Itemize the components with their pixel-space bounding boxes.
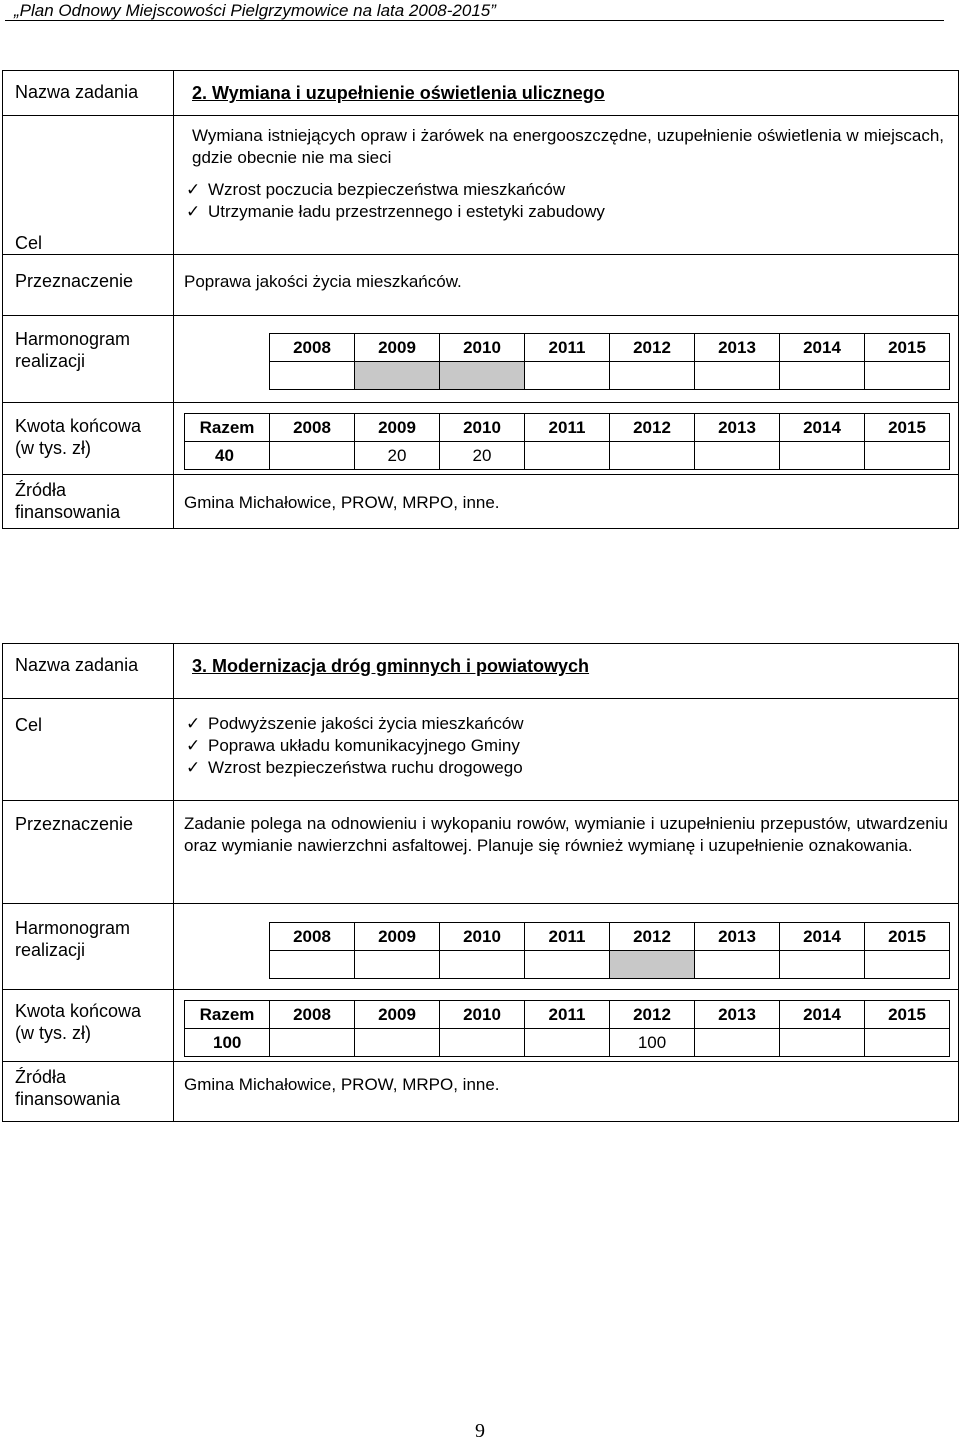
task-table-3	[2, 643, 959, 1122]
year-header: 2010	[440, 1001, 525, 1029]
schedule-cell-2009	[355, 362, 440, 390]
year-header: 2013	[695, 1001, 780, 1029]
label-task-name	[3, 644, 174, 699]
schedule-cell-2012	[610, 362, 695, 390]
year-header: 2014	[780, 334, 865, 362]
check-icon: ✓	[186, 180, 201, 199]
year-header: 2009	[355, 923, 440, 951]
schedule-marks-row	[270, 362, 950, 390]
goal-item	[184, 179, 958, 201]
label-amount	[3, 403, 174, 475]
schedule-grid	[269, 333, 950, 390]
label-goal-text: Cel	[15, 715, 43, 735]
label-purpose	[3, 801, 174, 904]
amount-values-row	[185, 1029, 950, 1057]
amount-value	[695, 1029, 780, 1057]
amount-value	[270, 442, 355, 470]
schedule-grid	[269, 922, 950, 979]
total-header: Razem	[185, 1001, 270, 1029]
schedule-cell-2010	[440, 951, 525, 979]
goal-item-text: Wzrost poczucia bezpieczeństwa mieszkańców	[208, 180, 566, 199]
year-header: 2010	[440, 334, 525, 362]
year-header: 2014	[780, 414, 865, 442]
year-header: 2008	[270, 414, 355, 442]
amount-values-row	[185, 442, 950, 470]
amount-value	[780, 442, 865, 470]
year-header: 2015	[865, 923, 950, 951]
amount-value	[440, 1029, 525, 1057]
schedule-cell-2008	[270, 362, 355, 390]
amount-grid	[184, 413, 950, 470]
goal-item	[184, 713, 958, 735]
amount-cell	[174, 990, 959, 1062]
schedule-cell-2010	[440, 362, 525, 390]
goal-cell	[174, 699, 959, 801]
label-schedule-line1: Harmonogram	[15, 329, 131, 349]
goal-item-text: Poprawa układu komunikacyjnego Gminy	[208, 736, 520, 755]
label-purpose-text: Przeznaczenie	[15, 271, 134, 291]
schedule-cell-2015	[865, 362, 950, 390]
amount-value	[780, 1029, 865, 1057]
schedule-cell-2009	[355, 951, 440, 979]
label-goal	[3, 699, 174, 801]
label-schedule	[3, 316, 174, 403]
label-task-name-text: Nazwa zadania	[15, 82, 139, 102]
amount-value: 20	[440, 442, 525, 470]
amount-cell	[174, 403, 959, 475]
schedule-years-row	[270, 923, 950, 951]
year-header: 2012	[610, 414, 695, 442]
year-header: 2008	[270, 334, 355, 362]
label-sources-line2: finansowania	[15, 1089, 121, 1109]
label-amount-line2: (w tys. zł)	[15, 1023, 91, 1043]
year-header: 2014	[780, 1001, 865, 1029]
label-goal	[3, 116, 174, 255]
check-icon: ✓	[186, 758, 201, 777]
year-header: 2010	[440, 923, 525, 951]
year-header: 2013	[695, 923, 780, 951]
goal-intro: Wymiana istniejących opraw i żarówek na energooszczędne, uzupełnienie oświetlenia w miejscach, gdzie obecnie nie ma sieci	[192, 126, 944, 167]
year-header: 2015	[865, 1001, 950, 1029]
label-schedule-line2: realizacji	[15, 940, 86, 960]
goal-list	[174, 699, 958, 779]
purpose-cell	[174, 801, 959, 904]
goal-item-text: Wzrost bezpieczeństwa ruchu drogowego	[208, 758, 523, 777]
year-header: 2008	[270, 923, 355, 951]
task-table-2	[2, 70, 959, 529]
task-name-cell	[174, 71, 959, 116]
year-header: 2015	[865, 414, 950, 442]
amount-value	[525, 1029, 610, 1057]
schedule-cell	[174, 316, 959, 403]
year-header: 2011	[525, 923, 610, 951]
document-header: „Plan Odnowy Miejscowości Pielgrzymowice na lata 2008-2015”	[14, 1, 496, 20]
year-header: 2011	[525, 1001, 610, 1029]
label-schedule	[3, 904, 174, 990]
schedule-cell-2014	[780, 362, 865, 390]
label-task-name-text: Nazwa zadania	[15, 655, 139, 675]
amount-value	[865, 442, 950, 470]
amount-total: 100	[185, 1029, 270, 1057]
year-header: 2011	[525, 414, 610, 442]
year-header: 2012	[610, 1001, 695, 1029]
goal-item-text: Podwyższenie jakości życia mieszkańców	[208, 714, 524, 733]
purpose-text: Poprawa jakości życia mieszkańców.	[184, 272, 462, 291]
label-schedule-line2: realizacji	[15, 351, 86, 371]
year-header: 2010	[440, 414, 525, 442]
label-amount	[3, 990, 174, 1062]
year-header: 2008	[270, 1001, 355, 1029]
amount-value	[270, 1029, 355, 1057]
year-header: 2009	[355, 414, 440, 442]
purpose-text: Zadanie polega na odnowieniu i wykopaniu rowów, wymianie i uzupełnieniu przepustów, utwardzeniu oraz wymianie nawierzchni asfaltowej. Planuje się również wymianę i uzupełnienie oznakowania.	[184, 814, 948, 855]
year-header: 2012	[610, 923, 695, 951]
amount-value	[695, 442, 780, 470]
task-title: 2. Wymiana i uzupełnienie oświetlenia ulicznego	[192, 83, 605, 103]
goal-item	[184, 201, 958, 223]
year-header: 2014	[780, 923, 865, 951]
sources-cell	[174, 1062, 959, 1122]
check-icon: ✓	[186, 202, 201, 221]
amount-value	[525, 442, 610, 470]
label-goal-text: Cel	[15, 233, 43, 253]
header-divider	[5, 20, 944, 21]
schedule-cell-2013	[695, 362, 780, 390]
schedule-years-row	[270, 334, 950, 362]
goal-list	[174, 169, 958, 223]
sources-cell	[174, 475, 959, 529]
schedule-cell-2011	[525, 951, 610, 979]
year-header: 2012	[610, 334, 695, 362]
label-schedule-line1: Harmonogram	[15, 918, 131, 938]
amount-value	[610, 442, 695, 470]
label-sources-line2: finansowania	[15, 502, 121, 522]
task-title: 3. Modernizacja dróg gminnych i powiatowych	[192, 656, 590, 676]
label-sources	[3, 1062, 174, 1122]
year-header: 2011	[525, 334, 610, 362]
amount-grid	[184, 1000, 950, 1057]
goal-item	[184, 735, 958, 757]
label-amount-line1: Kwota końcowa	[15, 1001, 142, 1021]
check-icon: ✓	[186, 736, 201, 755]
schedule-cell-2015	[865, 951, 950, 979]
check-icon: ✓	[186, 714, 201, 733]
label-sources	[3, 475, 174, 529]
sources-text: Gmina Michałowice, PROW, MRPO, inne.	[184, 493, 500, 512]
schedule-cell-2013	[695, 951, 780, 979]
year-header: 2015	[865, 334, 950, 362]
sources-text: Gmina Michałowice, PROW, MRPO, inne.	[184, 1075, 500, 1094]
purpose-cell	[174, 255, 959, 316]
schedule-marks-row	[270, 951, 950, 979]
label-purpose	[3, 255, 174, 316]
amount-header-row	[185, 414, 950, 442]
schedule-cell-2008	[270, 951, 355, 979]
label-purpose-text: Przeznaczenie	[15, 814, 134, 834]
schedule-cell-2014	[780, 951, 865, 979]
goal-item-text: Utrzymanie ładu przestrzennego i estetyki zabudowy	[208, 202, 605, 221]
amount-value: 100	[610, 1029, 695, 1057]
label-task-name	[3, 71, 174, 116]
task-name-cell	[174, 644, 959, 699]
label-sources-line1: Źródła	[15, 480, 67, 500]
amount-value: 20	[355, 442, 440, 470]
goal-cell	[174, 116, 959, 255]
year-header: 2013	[695, 334, 780, 362]
year-header: 2009	[355, 1001, 440, 1029]
schedule-cell	[174, 904, 959, 990]
amount-value	[865, 1029, 950, 1057]
year-header: 2013	[695, 414, 780, 442]
schedule-cell-2012	[610, 951, 695, 979]
year-header: 2009	[355, 334, 440, 362]
total-header: Razem	[185, 414, 270, 442]
label-sources-line1: Źródła	[15, 1067, 67, 1087]
label-amount-line1: Kwota końcowa	[15, 416, 142, 436]
label-amount-line2: (w tys. zł)	[15, 438, 91, 458]
page-number: 9	[475, 1420, 485, 1442]
amount-header-row	[185, 1001, 950, 1029]
amount-total: 40	[185, 442, 270, 470]
schedule-cell-2011	[525, 362, 610, 390]
amount-value	[355, 1029, 440, 1057]
goal-item	[184, 757, 958, 779]
